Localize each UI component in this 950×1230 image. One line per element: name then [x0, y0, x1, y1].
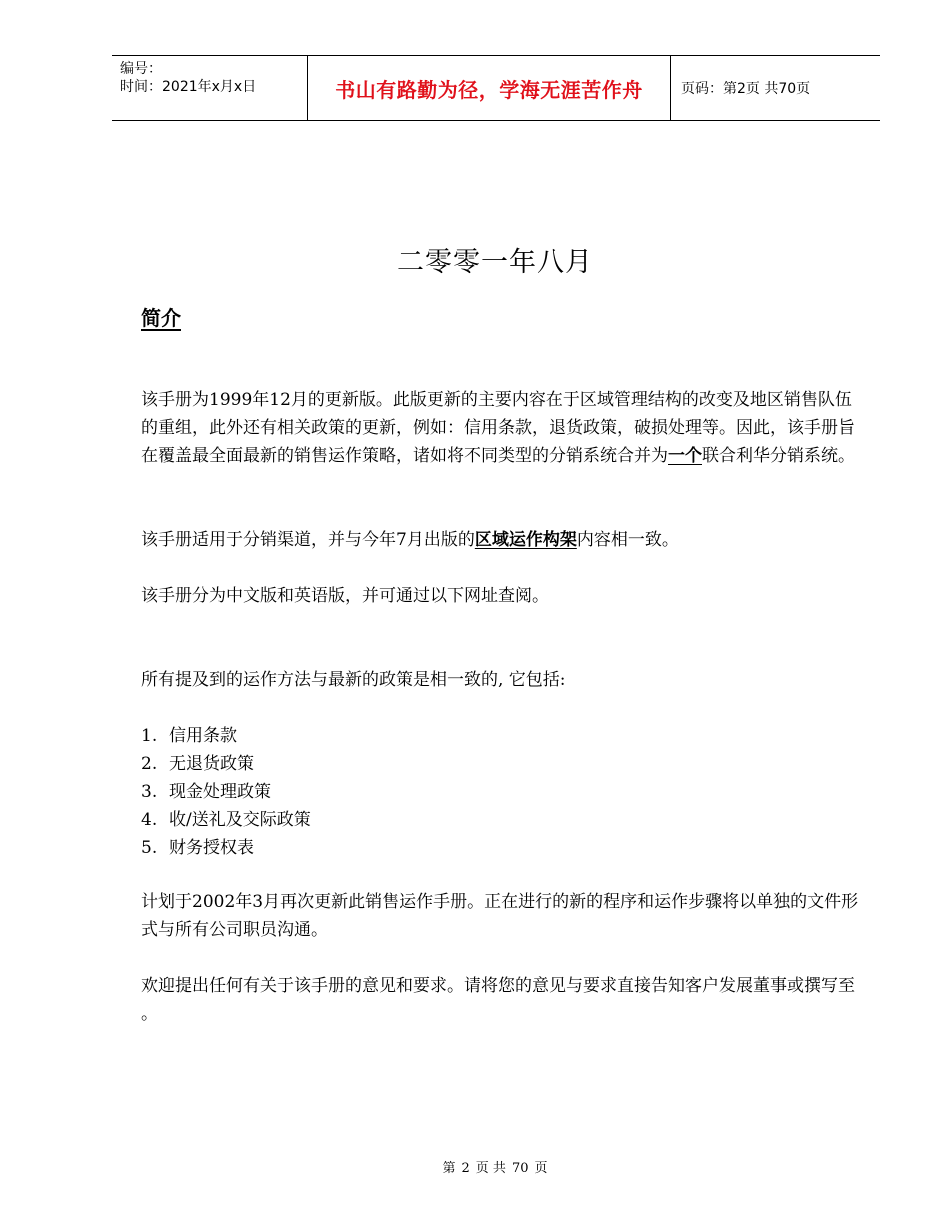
header-meta	[112, 56, 308, 120]
list-item-number: 5.	[141, 838, 158, 858]
list-item-number: 1.	[141, 726, 158, 746]
footer-mid: 页 共	[475, 1161, 506, 1176]
list-item-number: 3.	[141, 782, 158, 802]
paragraph-scope-text: 该手册适用于分销渠道，并与今年7月出版的	[141, 530, 475, 550]
header-page-info: 页码：第2页 共70页	[681, 81, 811, 97]
list-item-text: 收/送礼及交际政策	[169, 810, 311, 830]
list-item-text: 财务授权表	[169, 838, 254, 858]
paragraph-scope	[141, 526, 866, 554]
list-item-text: 无退货政策	[169, 754, 254, 774]
footer-page-number: 2	[461, 1161, 470, 1176]
list-item	[141, 750, 311, 778]
section-heading: 简介	[141, 306, 181, 330]
paragraph-scope-tail: 内容相一致。	[576, 530, 679, 550]
paragraph-includes: 所有提及到的运作方法与最新的政策是相一致的, 它包括:	[141, 670, 566, 690]
page-header	[112, 55, 880, 121]
list-item	[141, 834, 311, 862]
footer-suffix: 页	[534, 1161, 548, 1176]
link-one[interactable]: 一个	[668, 446, 702, 466]
list-item-number: 4.	[141, 810, 158, 830]
list-item	[141, 722, 311, 750]
policy-list	[141, 722, 311, 862]
document-number-label: 编号：	[120, 61, 162, 77]
list-item-text: 现金处理政策	[169, 782, 271, 802]
date-title: 二零零一年八月	[397, 247, 593, 278]
paragraph-intro	[141, 386, 866, 470]
paragraph-update-plan: 计划于2002年3月再次更新此销售运作手册。正在进行的新的程序和运作步骤将以单独的文件形式与所有公司职员沟通。	[141, 892, 859, 940]
list-item-text: 信用条款	[169, 726, 237, 746]
document-time-label: 时间：2021年x月x日	[120, 79, 257, 95]
link-regional-framework[interactable]: 区域运作构架	[474, 530, 577, 550]
paragraph-versions: 该手册分为中文版和英语版，并可通过以下网址查阅。	[141, 586, 549, 606]
paragraph-intro-tail: 联合利华分销系统。	[702, 446, 855, 466]
list-item	[141, 778, 311, 806]
paragraph-intro-text: 该手册为1999年12月的更新版。此版更新的主要内容在于区域管理结构的改变及地区销售队伍的重组，此外还有相关政策的更新，例如：信用条款，退货政策，破损处理等。因此，该手册旨在覆盖最全面最新的销售运作策略，诸如将不同类型的分销系统合并为	[141, 390, 855, 466]
header-motto: 书山有路勤为径，学海无涯苦作舟	[308, 56, 671, 120]
footer-total-pages: 70	[511, 1161, 529, 1176]
list-item-number: 2.	[141, 754, 158, 774]
footer-prefix: 第	[442, 1161, 456, 1176]
list-item	[141, 806, 311, 834]
page-footer	[0, 1157, 950, 1176]
paragraph-feedback: 欢迎提出任何有关于该手册的意见和要求。请将您的意见与要求直接告知客户发展董事或撰写至 。	[141, 976, 855, 1024]
